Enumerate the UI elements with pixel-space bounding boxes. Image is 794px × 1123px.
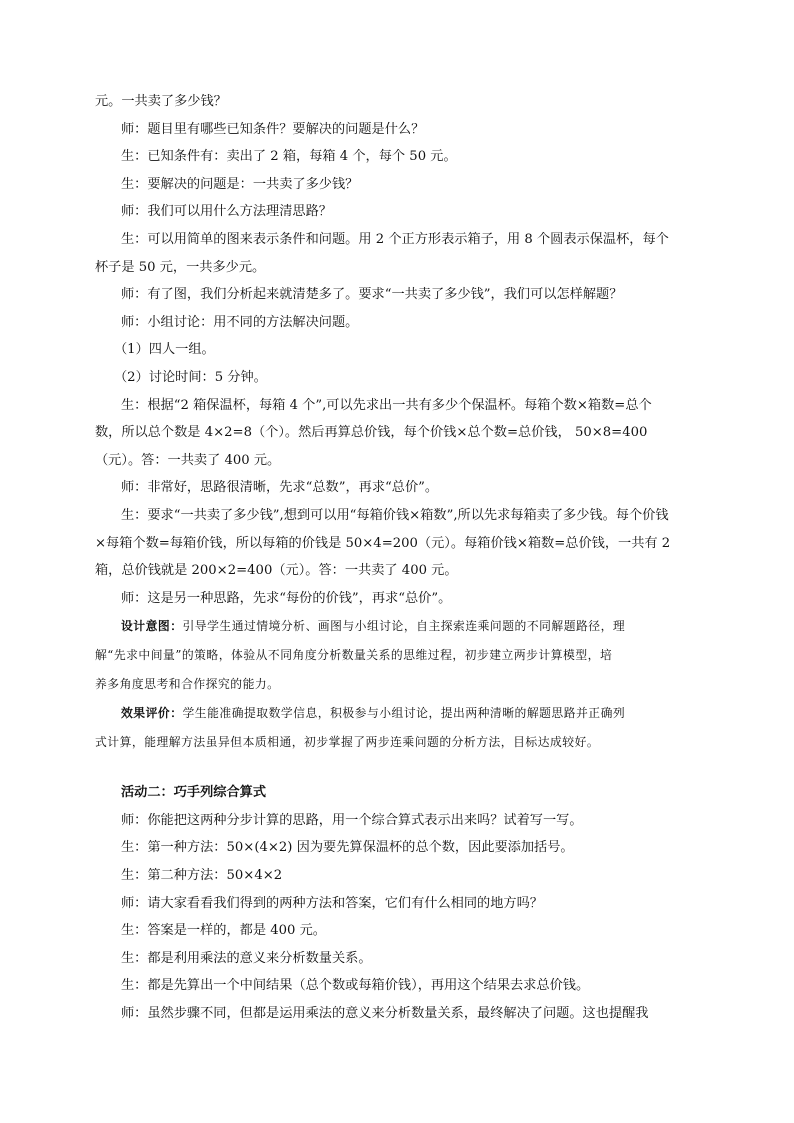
design-note-line: 解“先求中间量”的策略，体验从不同角度分析数量关系的思维过程，初步建立两步计算模型，培 bbox=[95, 648, 613, 663]
effect-note-text: 学生能准确提取数学信息，积极参与小组讨论，提出两种清晰的解题思路并正确列 bbox=[182, 706, 626, 721]
student-answer: 生：都是先算出一个中间结果（总个数或每箱价钱），再用这个结果去求总价钱。 bbox=[121, 978, 590, 994]
student-answer: 生：答案是一样的，都是 400 元。 bbox=[121, 923, 326, 939]
list-item: （2）讨论时间：5 分钟。 bbox=[114, 369, 267, 385]
teacher-comment: 师：虽然步骤不同，但都是运用乘法的意义来分析数量关系，最终解决了问题。这也提醒我 bbox=[121, 1006, 649, 1022]
design-note-line: 养多角度思考和合作探究的能力。 bbox=[95, 677, 280, 692]
effect-note-label: 效果评价： bbox=[121, 706, 183, 721]
teacher-question: 师：题目里有哪些已知条件？要解决的问题是什么？ bbox=[121, 121, 425, 137]
student-answer: 生：都是利用乘法的意义来分析数量关系。 bbox=[121, 950, 372, 966]
student-answer: 生：要求“一共卖了多少钱”,想到可以用“每箱价钱×箱数”,所以先求每箱卖了多少钱。每个价钱 bbox=[121, 507, 669, 523]
teacher-comment: 师：这是另一种思路，先求“每份的价钱”，再求“总价”。 bbox=[121, 590, 452, 606]
design-note-line bbox=[95, 612, 700, 641]
student-answer: 生：根据“2 箱保温杯，每箱 4 个”,可以先求出一共有多少个保温杯。每箱个数×箱数=总个 bbox=[121, 397, 652, 413]
paragraph-line: 箱，总价钱就是 200×2=400（元）。答：一共卖了 400 元。 bbox=[95, 563, 458, 579]
teacher-comment: 师：非常好，思路很清晰，先求“总数”，再求“总价”。 bbox=[121, 480, 439, 496]
effect-note-line: 式计算，能理解方法虽异但本质相通，初步掌握了两步连乘问题的分析方法，目标达成较好。 bbox=[95, 735, 600, 750]
paragraph-line: 数，所以总个数是 4×2=8（个）。然后再算总价钱，每个价钱×总个数=总价钱， 50×8=400 bbox=[95, 425, 648, 441]
teacher-question: 师：有了图，我们分析起来就清楚多了。要求“一共卖了多少钱”，我们可以怎样解题？ bbox=[121, 287, 623, 303]
activity-heading: 活动二：巧手列综合算式 bbox=[121, 785, 267, 801]
student-answer: 生：要解决的问题是：一共卖了多少钱？ bbox=[121, 176, 359, 192]
paragraph-line: 杯子是 50 元，一共多少元。 bbox=[95, 259, 266, 275]
paragraph-line: （元）。答：一共卖了 400 元。 bbox=[95, 452, 281, 468]
design-note-text: 引导学生通过情境分析、画图与小组讨论，自主探索连乘问题的不同解题路径，理 bbox=[182, 619, 626, 634]
section-gap bbox=[95, 757, 700, 779]
teacher-question: 师：我们可以用什么方法理清思路？ bbox=[121, 204, 332, 220]
student-answer: 生：第一种方法：50×(4×2) 因为要先算保温杯的总个数，因此要添加括号。 bbox=[121, 840, 574, 856]
teacher-question: 师：请大家看看我们得到的两种方法和答案，它们有什么相同的地方吗？ bbox=[121, 895, 543, 911]
paragraph-line: ×每箱个数=每箱价钱，所以每箱的价钱是 50×4=200（元）。每箱价钱×箱数=总价钱，一共有 2 bbox=[95, 535, 671, 551]
paragraph-line: 元。一共卖了多少钱？ bbox=[95, 94, 227, 109]
design-note-label: 设计意图： bbox=[121, 619, 183, 634]
list-item: （1）四人一组。 bbox=[114, 342, 215, 358]
teacher-instruction: 师：小组讨论：用不同的方法解决问题。 bbox=[121, 314, 359, 330]
teacher-question: 师：你能把这两种分步计算的思路，用一个综合算式表示出来吗？试着写一写。 bbox=[121, 812, 583, 828]
student-answer: 生：已知条件有：卖出了 2 箱，每箱 4 个，每个 50 元。 bbox=[121, 149, 457, 165]
student-answer: 生：第二种方法：50×4×2 bbox=[121, 868, 283, 884]
student-answer: 生：可以用简单的图来表示条件和问题。用 2 个正方形表示箱子，用 8 个圆表示保温杯，每个 bbox=[121, 231, 669, 247]
effect-note-line bbox=[95, 699, 700, 728]
lesson-content bbox=[95, 88, 700, 1028]
